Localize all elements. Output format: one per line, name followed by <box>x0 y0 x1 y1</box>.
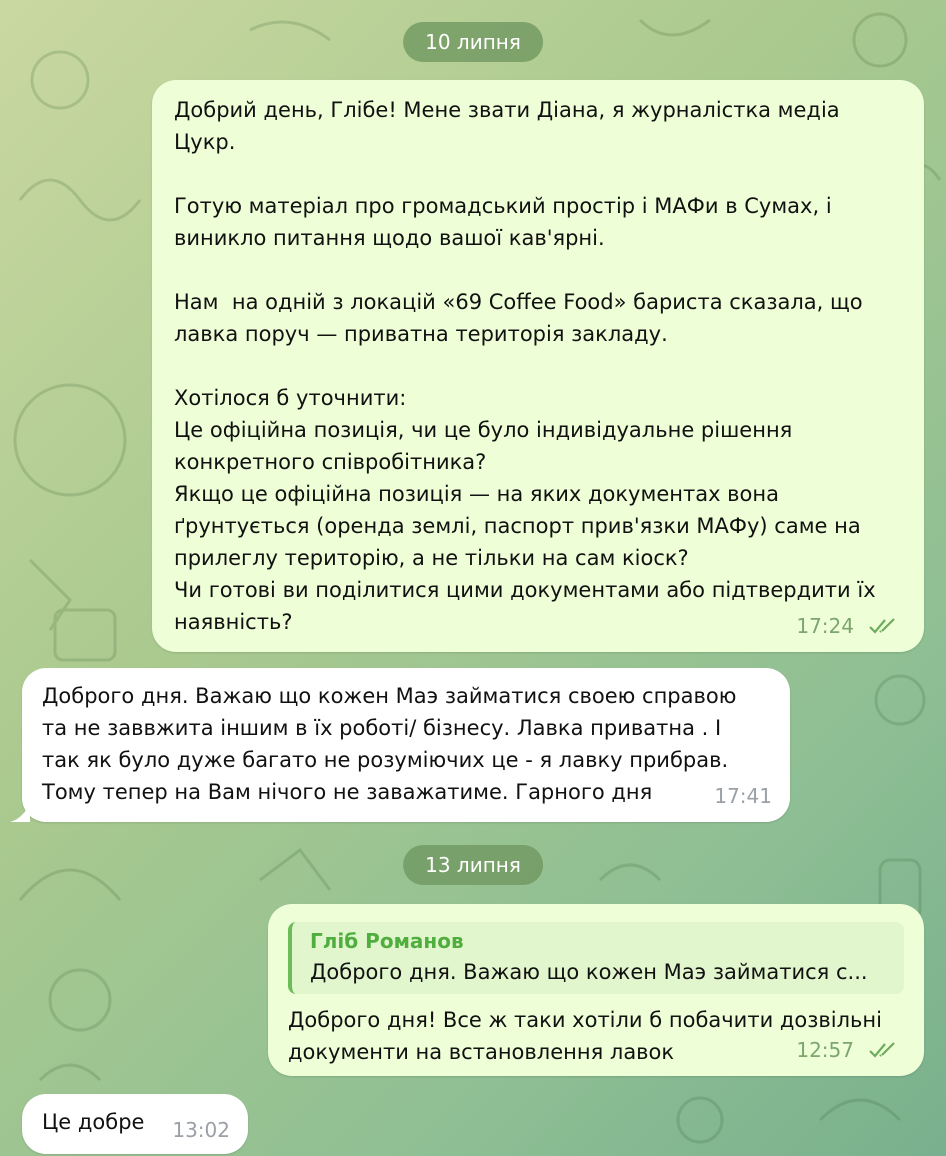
message-text: Добрий день, Глібе! Мене звати Діана, я журналістка медіа Цукр. Готую матеріал про громадський простір і МАФи в Сумах, і виникло питання щодо вашої кав'ярні. Нам на одній з локацій «69 Coffee Food» бариста сказала, що лавка поруч — приватна територія закладу. Хотілося б уточнити: Це офіційна позиція, чи це було індивідуальне рішення конкретного співробітника? Якщо це офіційна позиція — на яких документах вона ґрунтується (оренда землі, паспорт прив'язки МАФу) саме на прилеглу територію, а не тільки на сам кіоск? Чи готові ви поділитися цими документами або підтвердити їх наявність? <box>174 98 876 634</box>
outgoing-message[interactable] <box>152 80 924 652</box>
bubble-tail <box>10 802 30 822</box>
message-text: Доброго дня. Важаю що кожен Маэ займатися своею справою та не заввжита іншим в їх роботі/ бізнесу. Лавка приватна . І так як було дуже багато не розуміючих це - я лавку прибрав. Тому тепер на Вам нічого не заважатиме. Гарного дня <box>42 684 737 804</box>
message-text: Доброго дня! Все ж таки хотіли б побачити дозвільні документи на встановлення лавок <box>288 1008 882 1064</box>
message-time: 17:24 <box>796 614 854 638</box>
double-check-icon <box>868 1041 898 1059</box>
reply-snippet: Доброго дня. Важаю що кожен Маэ займатися с... <box>310 960 868 984</box>
outgoing-message-with-reply[interactable] <box>268 904 924 1076</box>
incoming-message[interactable] <box>22 668 790 822</box>
double-check-icon <box>868 617 898 635</box>
date-separator: 10 липня <box>403 22 543 62</box>
incoming-message[interactable] <box>22 1094 248 1154</box>
message-time: 13:02 <box>172 1118 230 1142</box>
reply-quote[interactable] <box>288 922 904 994</box>
reply-author: Гліб Романов <box>310 929 464 953</box>
message-meta <box>714 780 772 812</box>
message-time: 12:57 <box>796 1038 854 1062</box>
message-time: 17:41 <box>714 784 772 808</box>
message-text: Це добре <box>42 1110 145 1134</box>
message-meta <box>796 610 898 642</box>
message-meta <box>796 1034 898 1066</box>
date-separator: 13 липня <box>403 845 543 885</box>
message-meta <box>172 1114 230 1146</box>
